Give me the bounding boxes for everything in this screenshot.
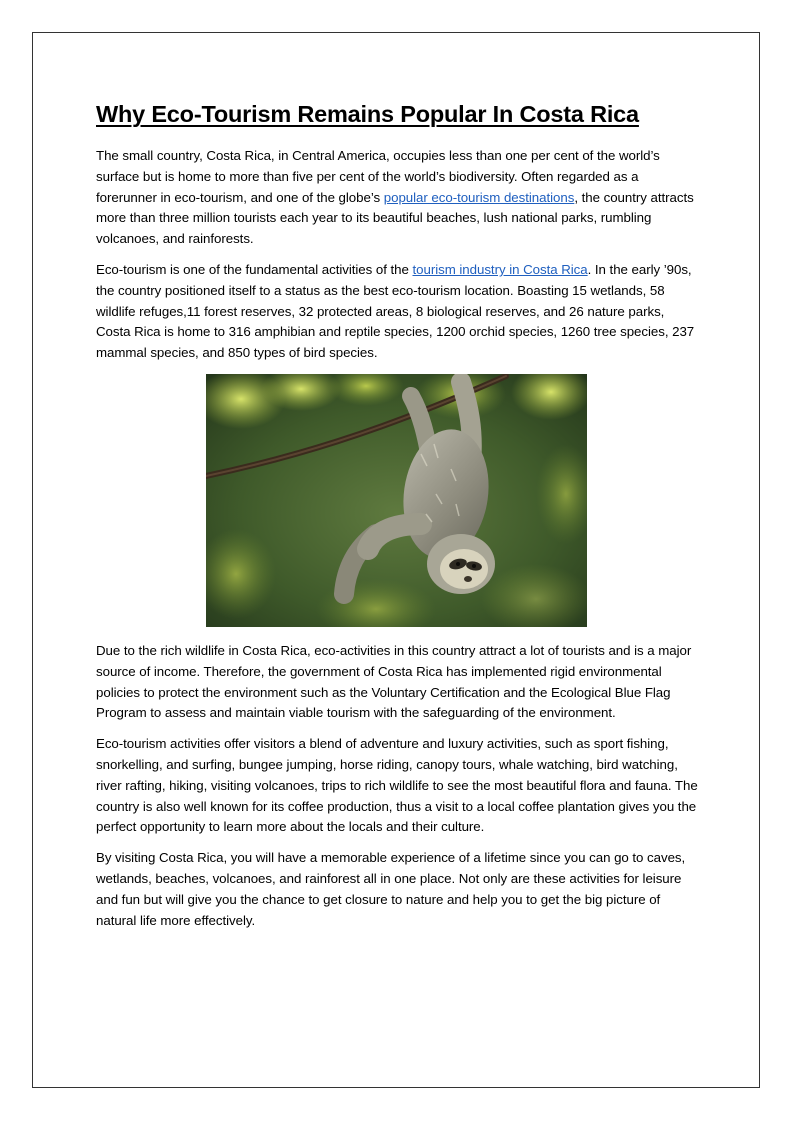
paragraph-text: , the country attracts more than three million tourists each year to its beautiful beaches, lush national parks, rumbling volcanoes, and rainforests. [96,189,694,247]
paragraph-text: . In the early ’90s, the country positioned itself to a status as the best eco-tourism location. Boasting 15 wetlands, 58 wildlife refuges,11 forest reserves, 32 protected areas, 8 biological reserves, and 26 nature parks, Costa Rica is home to 316 amphibian and reptile species, 1200 orchid species, 1260 tree species, 237 mammal species, and 850 types of bird species. [96,261,695,361]
link-popular-destinations[interactable]: popular eco-tourism destinations [383,189,575,205]
paragraph-text: Eco-tourism is one of the fundamental activities of the [96,261,413,277]
link-tourism-industry[interactable]: tourism industry in Costa Rica [412,261,588,277]
paragraph-activities: Eco-tourism activities offer visitors a blend of adventure and luxury activities, such as sport fishing, snorkelling, and surfing, bungee jumping, horse riding, canopy tours, whale watching, bird watching, river rafting, hiking, visiting volcanoes, trips to rich wildlife to see the most beautiful flora and fauna. The country is also well known for its coffee production, thus a visit to a local coffee plantation gives you the perfect opportunity to learn more about the locals and their culture. [96,736,698,835]
article [96,96,701,941]
paragraph-wildlife-income: Due to the rich wildlife in Costa Rica, eco-activities in this country attract a lot of tourists and is a major source of income. Therefore, the government of Costa Rica has implemented rigid environmental policies to protect the environment such as the Voluntary Certification and the Ecological Blue Flag Program to assess and maintain viable tourism with the safeguarding of the environment. [96,642,692,721]
sloth-illustration [206,374,587,627]
paragraph-conclusion: By visiting Costa Rica, you will have a memorable experience of a lifetime since you can go to caves, wetlands, beaches, volcanoes, and rainforest all in one place. Not only are these activities for leisure and fun but will give you the chance to get closure to nature and help you to get the big picture of natural life more effectively. [96,850,686,928]
sloth-photo [206,374,587,627]
paragraph-statistics [96,260,701,364]
paragraph-intro [96,146,701,250]
paragraph-text: The small country, Costa Rica, in Central America, occupies less than one per cent of the world’s surface but is home to more than five per cent of the world’s biodiversity. Often regarded as a forerunner in eco-tourism, and one of the globe’s [96,148,660,205]
page-title: Why Eco-Tourism Remains Popular In Costa Rica [96,101,639,127]
